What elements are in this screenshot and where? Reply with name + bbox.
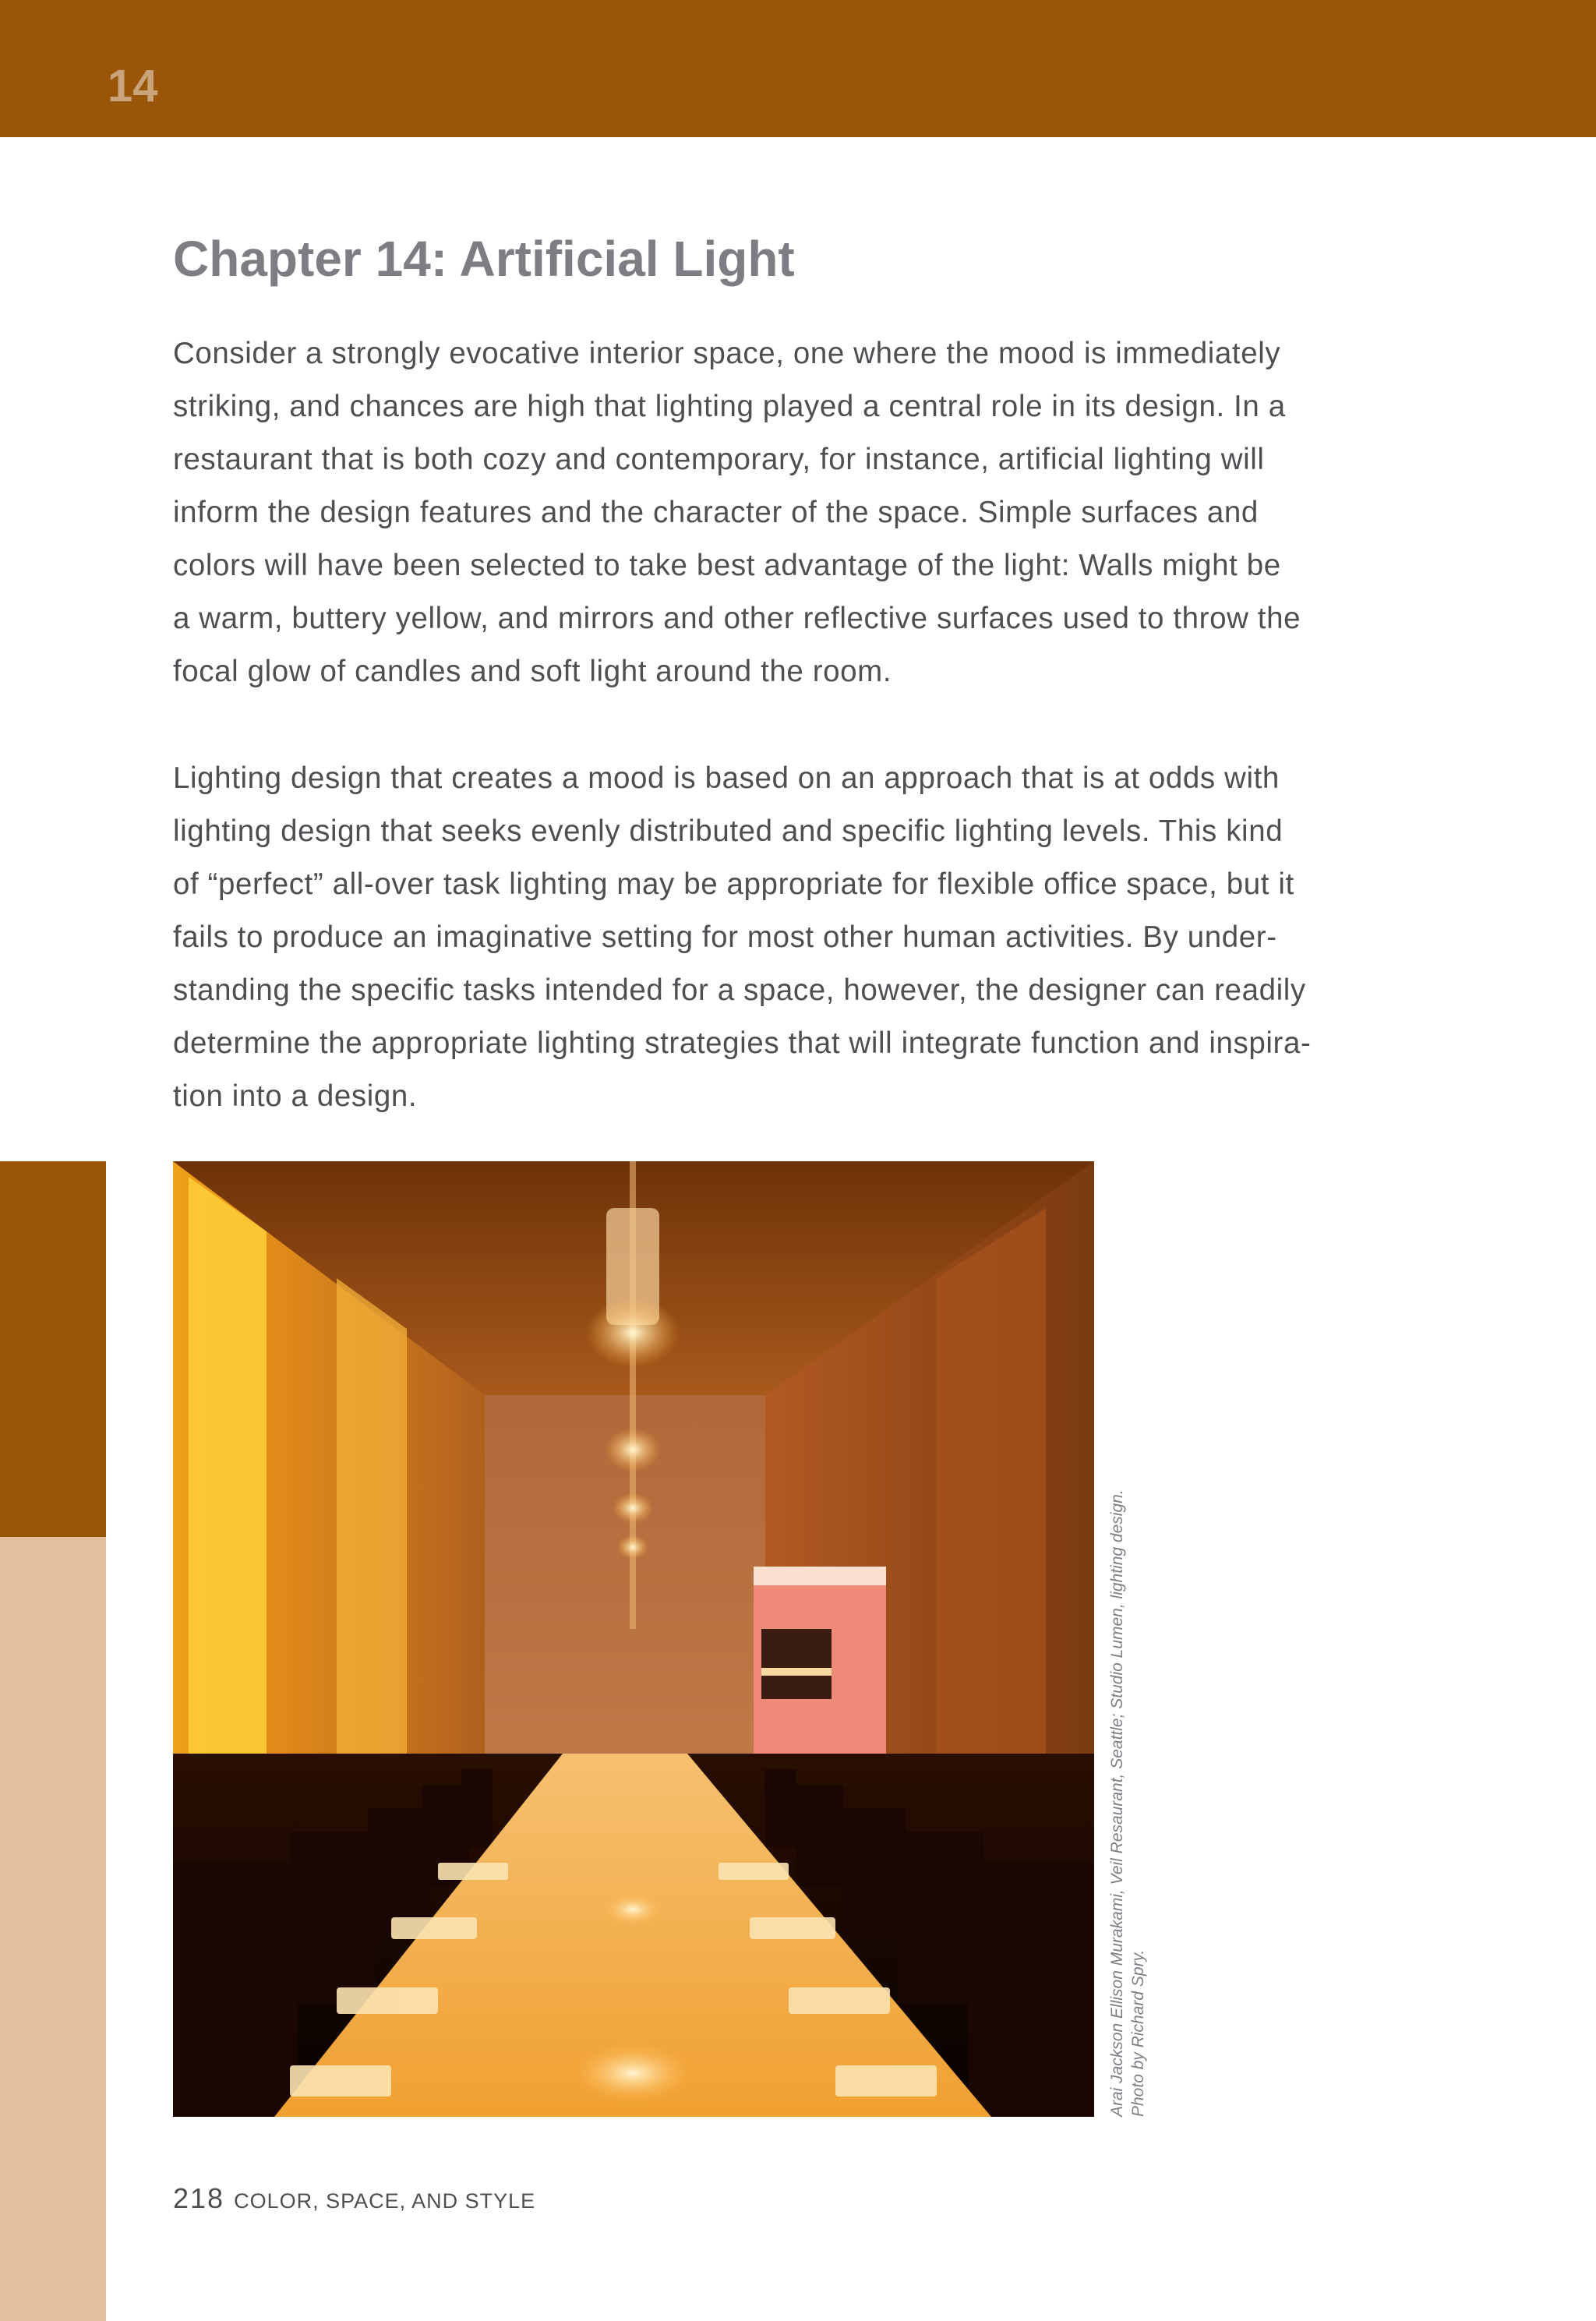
chapter-number: 14 xyxy=(108,61,158,111)
restaurant-photo xyxy=(173,1161,1094,2117)
body-paragraph-1 xyxy=(173,327,1482,698)
paragraph-line: of “perfect” all-over task lighting may be appropriate for flexible office space, but it xyxy=(173,867,1294,901)
caption-photo-line: Photo by Richard Spry. xyxy=(1129,1949,1147,2117)
body-paragraph-2 xyxy=(173,752,1482,1123)
paragraph-line: focal glow of candles and soft light around the room. xyxy=(173,655,892,688)
page-number: 218 xyxy=(173,2182,225,2214)
side-accent-strip-dark xyxy=(0,1161,106,1537)
restaurant-photo-illustration xyxy=(173,1161,1094,2117)
page-footer xyxy=(173,2182,535,2215)
caption-credit-line: Arai Jackson Ellison Murakami, Veil Resaurant, Seattle; Studio Lumen, lighting design. xyxy=(1108,1489,1126,2117)
paragraph-line: striking, and chances are high that lighting played a central role in its design. In a xyxy=(173,390,1286,423)
paragraph-line: standing the specific tasks intended for a space, however, the designer can readily xyxy=(173,973,1306,1007)
side-accent-strip-light xyxy=(0,1537,106,2321)
paragraph-line: Consider a strongly evocative interior space, one where the mood is immediately xyxy=(173,337,1281,370)
paragraph-line: determine the appropriate lighting strategies that will integrate function and inspira- xyxy=(173,1026,1312,1060)
paragraph-line: lighting design that seeks evenly distributed and specific lighting levels. This kind xyxy=(173,814,1284,848)
paragraph-line: a warm, buttery yellow, and mirrors and other reflective surfaces used to throw the xyxy=(173,602,1301,635)
paragraph-line: colors will have been selected to take best advantage of the light: Walls might be xyxy=(173,549,1281,582)
photo-caption-text xyxy=(1107,1395,1149,2117)
paragraph-line: tion into a design. xyxy=(173,1079,418,1113)
chapter-header-band xyxy=(0,0,1596,137)
book-title: COLOR, SPACE, AND STYLE xyxy=(234,2189,536,2213)
paragraph-line: inform the design features and the character of the space. Simple surfaces and xyxy=(173,496,1259,529)
chapter-title: Chapter 14: Artificial Light xyxy=(173,231,795,287)
paragraph-line: restaurant that is both cozy and contemporary, for instance, artificial lighting will xyxy=(173,443,1265,476)
photo-caption xyxy=(1107,1395,1155,2117)
paragraph-line: Lighting design that creates a mood is based on an approach that is at odds with xyxy=(173,761,1280,795)
paragraph-line: fails to produce an imaginative setting for most other human activities. By under- xyxy=(173,920,1277,954)
